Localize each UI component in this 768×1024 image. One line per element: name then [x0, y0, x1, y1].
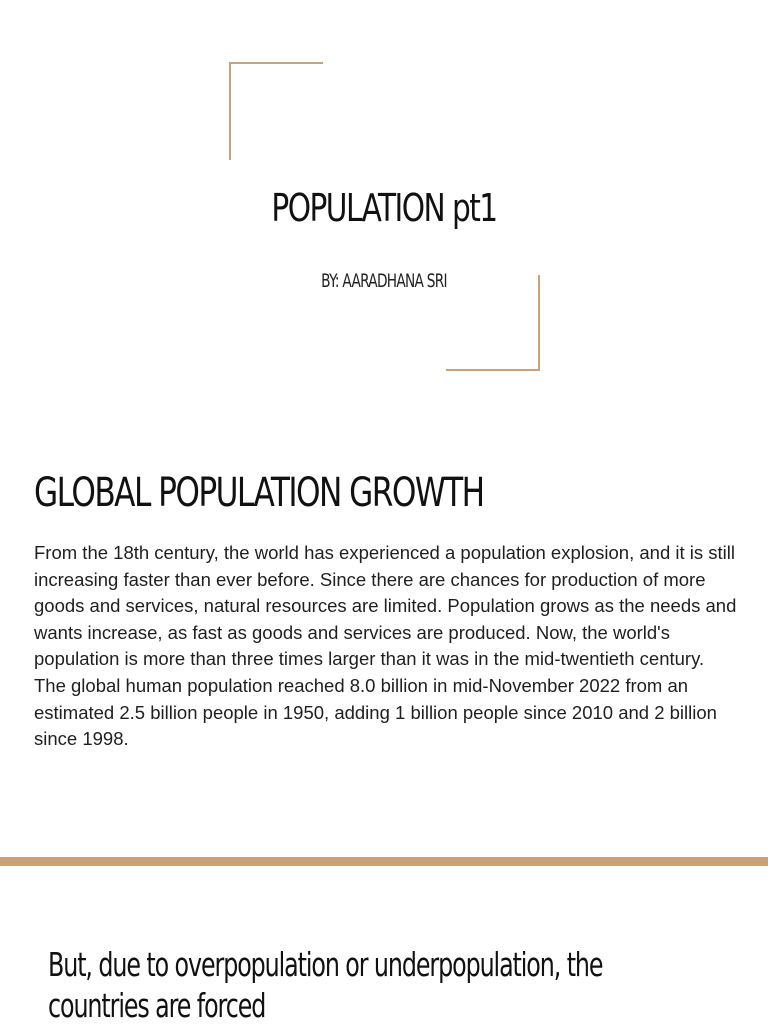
overpopulation-slide	[0, 866, 768, 1024]
slide-title: POPULATION pt1	[271, 186, 497, 230]
growth-slide	[0, 418, 768, 857]
slide-heading: GLOBAL POPULATION GROWTH	[34, 470, 484, 516]
slide-divider	[0, 857, 768, 866]
slide-body-text: From the 18th century, the world has experienced a population explosion, and it is still increasing faster than ever before. Since there are chances for production of more goods and services, natural resources are limited. Population grows as the needs and wants increase, as fast as goods and services are produced. Now, the world's population is more than three times larger than it was in the mid-twentieth century. The global human population reached 8.0 billion in mid-November 2022 from an estimated 2.5 billion people in 1950, adding 1 billion people since 2010 and 2 billion since 1998.	[34, 542, 737, 750]
slide-author: BY: AARADHANA SRI	[321, 270, 447, 292]
title-slide	[0, 0, 768, 418]
corner-bracket-top-left	[229, 62, 323, 160]
slide-statement: But, due to overpopulation or underpopulation, the countries are forced	[48, 945, 603, 1024]
